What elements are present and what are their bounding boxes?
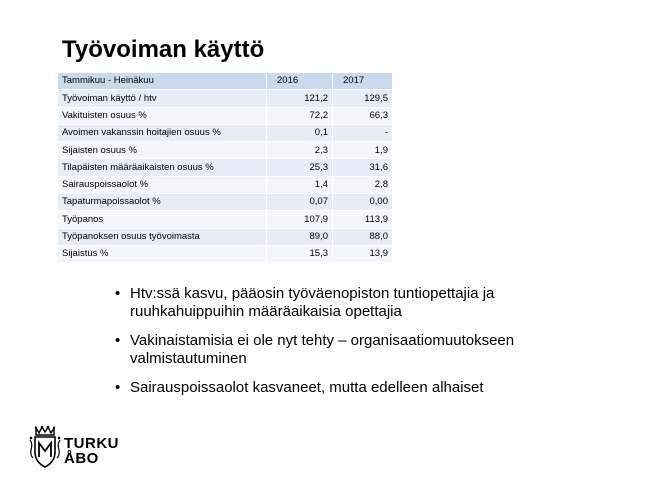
table-header-row bbox=[58, 73, 392, 90]
table-cell: 113,9 bbox=[333, 211, 393, 228]
table-cell: 2,8 bbox=[333, 176, 393, 193]
table-row bbox=[58, 176, 392, 193]
table-cell: 107,9 bbox=[267, 211, 333, 228]
table-cell: 1,4 bbox=[267, 176, 333, 193]
table-row bbox=[58, 159, 392, 176]
table-cell: Avoimen vakanssin hoitajien osuus % bbox=[58, 124, 267, 141]
bullet-item: • Htv:ssä kasvu, pääosin työväenopiston tuntiopettajia ja ruuhkahuippuihin määräaikaisia opettajia bbox=[115, 285, 585, 321]
statistics-table bbox=[58, 73, 392, 263]
table-row bbox=[58, 194, 392, 211]
table-header-cell: 2017 bbox=[333, 73, 393, 90]
table-cell: 66,3 bbox=[333, 107, 393, 124]
table-cell: Tilapäisten määräaikaisten osuus % bbox=[58, 159, 267, 176]
table-cell: 15,3 bbox=[267, 245, 333, 262]
table-cell: 88,0 bbox=[333, 228, 393, 245]
table-cell: 1,9 bbox=[333, 142, 393, 159]
table-cell: 2,3 bbox=[267, 142, 333, 159]
table-cell: 129,5 bbox=[333, 90, 393, 107]
table-cell: Sijaistus % bbox=[58, 245, 267, 262]
table-cell: 72,2 bbox=[267, 107, 333, 124]
table-cell: Vakituisten osuus % bbox=[58, 107, 267, 124]
table-row bbox=[58, 211, 392, 228]
table-cell: 0,1 bbox=[267, 124, 333, 141]
table-cell: 0,07 bbox=[267, 194, 333, 211]
bullet-item: • Sairauspoissaolot kasvaneet, mutta edelleen alhaiset bbox=[115, 379, 585, 397]
table-row bbox=[58, 142, 392, 159]
bullet-item: • Vakinaistamisia ei ole nyt tehty – organisaatiomuutokseen valmistautuminen bbox=[115, 332, 585, 368]
table-cell: 31,6 bbox=[333, 159, 393, 176]
table-header-cell: 2016 bbox=[267, 73, 333, 90]
table-cell: 25,3 bbox=[267, 159, 333, 176]
table-header-cell: Tammikuu - Heinäkuu bbox=[58, 73, 267, 90]
table-row bbox=[58, 90, 392, 107]
bullet-list bbox=[115, 285, 585, 408]
table-cell: Työpanoksen osuus työvoimasta bbox=[58, 228, 267, 245]
table-cell: - bbox=[333, 124, 393, 141]
table-cell: 13,9 bbox=[333, 245, 393, 262]
table-cell: 89,0 bbox=[267, 228, 333, 245]
logo-text bbox=[64, 436, 119, 466]
logo-line-turku: TURKU bbox=[64, 435, 119, 452]
table-row bbox=[58, 107, 392, 124]
table-cell: Työpanos bbox=[58, 211, 267, 228]
slide-title: Työvoiman käyttö bbox=[62, 36, 265, 63]
table-row bbox=[58, 124, 392, 141]
table-row bbox=[58, 245, 392, 262]
table-cell: 0,00 bbox=[333, 194, 393, 211]
turku-coat-of-arms-icon bbox=[28, 424, 62, 470]
table-row bbox=[58, 228, 392, 245]
table-cell: Työvoiman käyttö / htv bbox=[58, 90, 267, 107]
table-cell: Sijaisten osuus % bbox=[58, 142, 267, 159]
logo-line-abo: ÅBO bbox=[64, 450, 99, 467]
table-cell: Sairauspoissaolot % bbox=[58, 176, 267, 193]
table-cell: Tapaturmapoissaolot % bbox=[58, 194, 267, 211]
table-cell: 121,2 bbox=[267, 90, 333, 107]
